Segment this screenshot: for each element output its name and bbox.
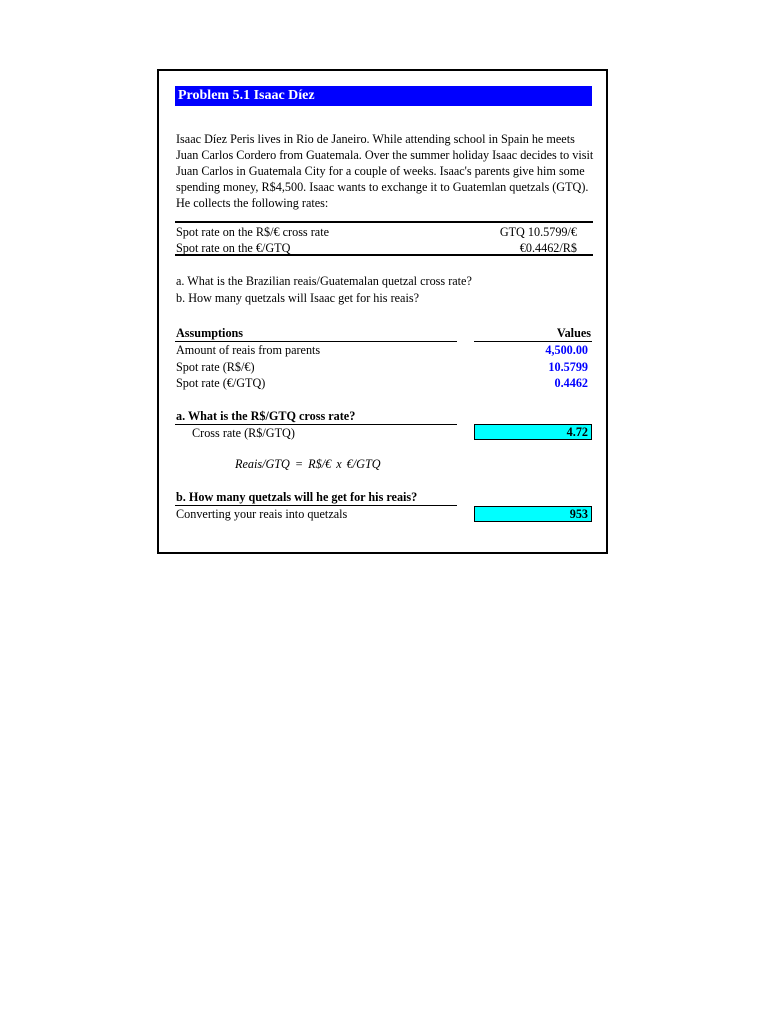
values-header: Values [556,326,591,340]
assumption-label: Spot rate (R$/€) [176,360,255,374]
conversion-label: Converting your reais into quetzals [176,507,348,521]
question-b: b. How many quetzals will Isaac get for his reais? [176,291,419,305]
quetzals-result: 953 [474,506,592,522]
part-a-header: a. What is the R$/GTQ cross rate? [176,409,356,423]
question-a: a. What is the Brazilian reais/Guatemalan quetzal cross rate? [176,274,472,288]
assumption-value: 0.4462 [554,376,588,390]
problem-title: Problem 5.1 Isaac Díez [175,86,592,106]
assumption-label: Spot rate (€/GTQ) [176,376,266,390]
cross-rate-result: 4.72 [474,424,592,440]
problem-intro: Isaac Díez Peris lives in Rio de Janeiro. While attending school in Spain he meets Juan Carlos Cordero from Guatemala. Over the summer holiday Isaac decides to visit Juan Carlos in Guatemala City for a couple of weeks. Isaac's parents give him some spending money, R$4,500. Isaac wants to exchange it to Guatemlan quetzals (GTQ). He collects the following rates: [176,132,594,210]
cross-rate-label: Cross rate (R$/GTQ) [192,426,295,440]
assumptions-header: Assumptions [176,326,244,340]
rate-label: Spot rate on the R$/€ cross rate [176,225,329,239]
rate-label: Spot rate on the €/GTQ [176,241,291,255]
rate-value: GTQ 10.5799/€ [499,225,577,239]
cross-rate-formula: Reais/GTQ = R$/€ x €/GTQ [235,457,381,471]
rate-value: €0.4462/R$ [519,241,577,255]
part-b-header: b. How many quetzals will he get for his reais? [176,490,418,504]
assumption-label: Amount of reais from parents [176,343,321,357]
rates-table [175,221,593,256]
assumption-value: 4,500.00 [545,343,588,357]
assumption-value: 10.5799 [548,360,588,374]
